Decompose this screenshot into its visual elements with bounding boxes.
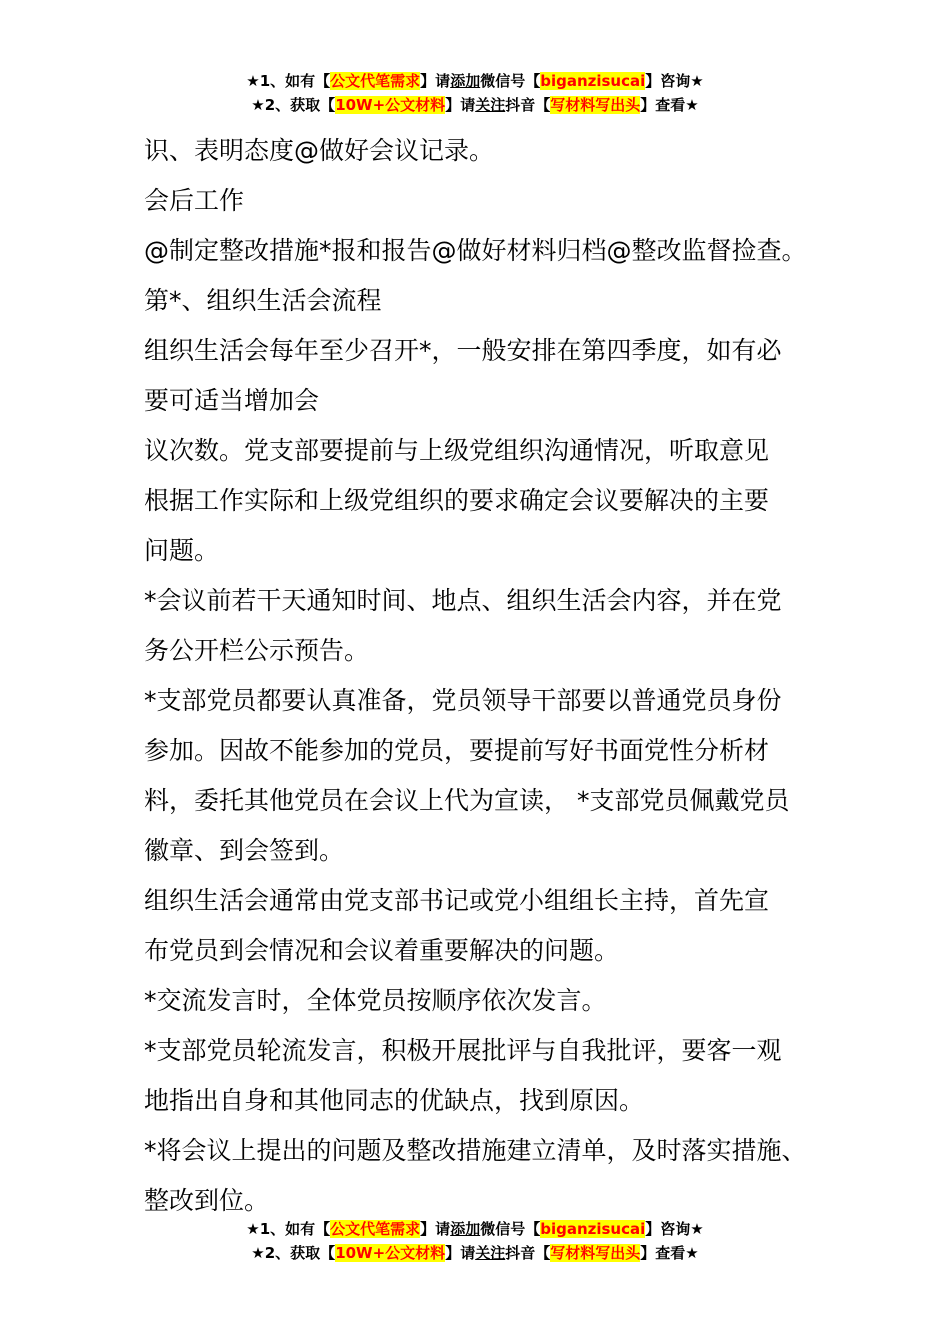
body-line: @制定整改措施*报和报告@做好材料归档@整改监督捡查。 bbox=[144, 236, 807, 265]
footer-banner bbox=[0, 1217, 950, 1265]
body-line: 徽章、到会签到。 bbox=[144, 836, 345, 865]
body-line: 布党员到会情况和会议着重要解决的问题。 bbox=[144, 936, 620, 965]
body-line: 根据工作实际和上级党组织的要求确定会议要解决的主要 bbox=[144, 486, 770, 515]
banner-highlight: 公文代笔需求 bbox=[330, 72, 421, 90]
banner-line-1 bbox=[0, 69, 950, 93]
banner-text: 】请 bbox=[420, 1220, 451, 1238]
banner-highlight-douyin: 写材料写出头 bbox=[550, 96, 641, 114]
document-body bbox=[144, 126, 864, 1226]
body-line: 问题。 bbox=[144, 536, 220, 565]
body-line: *交流发言时，全体党员按顺序依次发言。 bbox=[144, 986, 607, 1015]
banner-underline: 关注 bbox=[475, 96, 506, 114]
body-line: *支部党员都要认真准备，党员领导干部要以普通党员身份 bbox=[144, 686, 782, 715]
banner-highlight-wechat: biganzisucai bbox=[540, 72, 646, 90]
banner-underline: 添加 bbox=[450, 72, 481, 90]
banner-text: 】咨询★ bbox=[645, 72, 704, 90]
banner-text: 】查看★ bbox=[640, 96, 699, 114]
banner-text: ★1、如有【 bbox=[246, 1220, 331, 1238]
banner-text: 】请 bbox=[420, 72, 451, 90]
body-line: 地指出自身和其他同志的优缺点，找到原因。 bbox=[144, 1086, 645, 1115]
body-line: 参加。因故不能参加的党员，要提前写好书面党性分析材 bbox=[144, 736, 770, 765]
body-line: 第*、组织生活会流程 bbox=[144, 286, 382, 315]
banner-text: 抖音【 bbox=[505, 1244, 551, 1262]
body-line: 识、表明态度@做好会议记录。 bbox=[144, 136, 495, 165]
banner-text: 微信号【 bbox=[480, 72, 541, 90]
banner-text: ★2、获取【 bbox=[251, 1244, 336, 1262]
body-line: 组织生活会每年至少召开*，一般安排在第四季度，如有必 bbox=[144, 336, 782, 365]
body-line: *将会议上提出的问题及整改措施建立清单，及时落实措施、 bbox=[144, 1136, 807, 1165]
banner-text: 】咨询★ bbox=[645, 1220, 704, 1238]
body-line: 议次数。党支部要提前与上级党组织沟通情况，听取意见 bbox=[144, 436, 770, 465]
header-banner bbox=[0, 69, 950, 117]
body-line: *支部党员轮流发言，积极开展批评与自我批评，要客一观 bbox=[144, 1036, 782, 1065]
banner-line-1 bbox=[0, 1217, 950, 1241]
body-line: 会后工作 bbox=[144, 186, 245, 215]
banner-highlight: 10W+公文材料 bbox=[335, 96, 446, 114]
banner-line-2 bbox=[0, 1241, 950, 1265]
banner-highlight: 公文代笔需求 bbox=[330, 1220, 421, 1238]
banner-highlight-wechat: biganzisucai bbox=[540, 1220, 646, 1238]
banner-highlight: 10W+公文材料 bbox=[335, 1244, 446, 1262]
banner-highlight-douyin: 写材料写出头 bbox=[550, 1244, 641, 1262]
body-line: 要可适当增加会 bbox=[144, 386, 320, 415]
body-line: 组织生活会通常由党支部书记或党小组组长主持，首先宣 bbox=[144, 886, 770, 915]
body-line: 料，委托其他党员在会议上代为宣读， *支部党员佩戴党员 bbox=[144, 786, 790, 815]
banner-text: ★2、获取【 bbox=[251, 96, 336, 114]
banner-text: 抖音【 bbox=[505, 96, 551, 114]
body-line: 务公开栏公示预告。 bbox=[144, 636, 370, 665]
banner-text: 】请 bbox=[445, 96, 476, 114]
banner-text: 】查看★ bbox=[640, 1244, 699, 1262]
banner-text: 微信号【 bbox=[480, 1220, 541, 1238]
banner-text: 】请 bbox=[445, 1244, 476, 1262]
banner-underline: 添加 bbox=[450, 1220, 481, 1238]
banner-text: ★1、如有【 bbox=[246, 72, 331, 90]
banner-line-2 bbox=[0, 93, 950, 117]
body-line: *会议前若干天通知时间、地点、组织生活会内容，并在党 bbox=[144, 586, 782, 615]
body-line: 整改到位。 bbox=[144, 1186, 270, 1215]
banner-underline: 关注 bbox=[475, 1244, 506, 1262]
